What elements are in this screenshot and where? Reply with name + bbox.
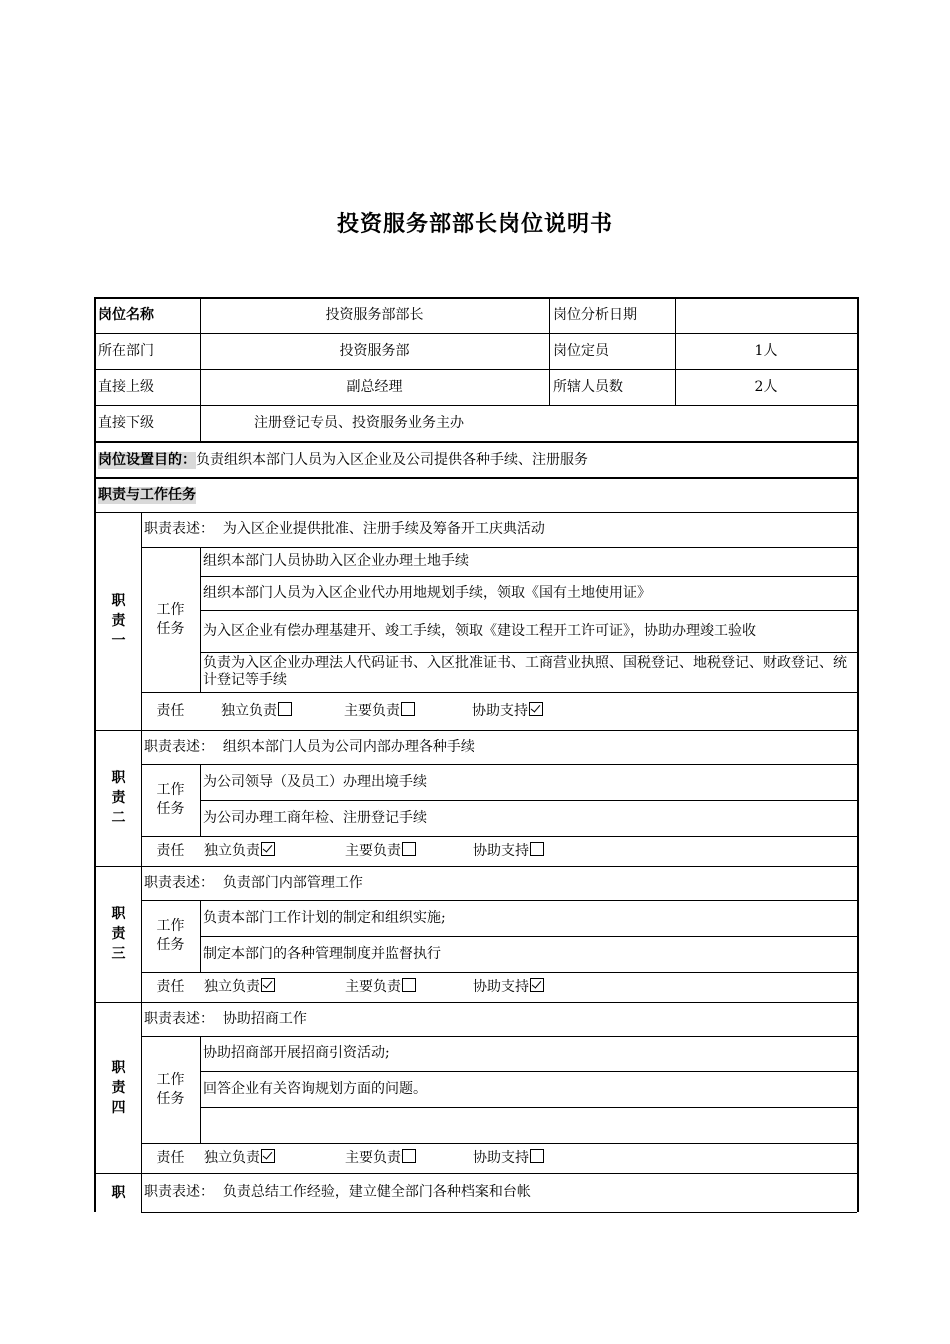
checkbox-assist[interactable]: [530, 842, 544, 856]
duty-2-side-char: 责: [111, 790, 126, 806]
option-assist-label: 协助支持: [473, 1150, 529, 1166]
duty-1-task-3: 为入区企业有偿办理基建开、竣工手续，领取《建设工程开工许可证》，协助办理竣工验收: [203, 622, 756, 639]
duty-5-side-char: 职: [111, 1185, 126, 1201]
duty-2-side-char: 职: [111, 770, 126, 786]
checkbox-independent[interactable]: [261, 978, 275, 992]
duty-1-task-1: 组织本部门人员协助入区企业办理土地手续: [203, 553, 469, 569]
purpose-text: 负责组织本部门人员为入区企业及公司提供各种手续、注册服务: [196, 451, 588, 468]
purpose-row: [96, 443, 857, 477]
duty-4-task-1: 协助招商部开展招商引资活动;: [203, 1045, 390, 1061]
task-label-line: 工作: [156, 782, 185, 798]
option-assist-label: 协助支持: [472, 703, 528, 719]
checkbox-main[interactable]: [402, 978, 416, 992]
duty-1-description: [141, 512, 857, 547]
option-main: [345, 978, 416, 996]
duty-4-task-3: [201, 1107, 855, 1143]
option-assist: [473, 842, 544, 860]
duty-4-resp-options: [201, 1143, 857, 1173]
option-main-label: 主要负责: [345, 979, 401, 995]
option-assist: [472, 702, 543, 720]
superior-value: 副总经理: [346, 378, 403, 395]
duty-1-task-4: 负责为入区企业办理法人代码证书、入区批准证书、工商营业执照、国税登记、地税登记、财政登记、统计登记等手续: [203, 655, 847, 688]
checkbox-assist[interactable]: [530, 978, 544, 992]
duty-5-side-label: [96, 1173, 141, 1212]
task-label-line: 工作: [156, 1071, 185, 1088]
checkbox-assist[interactable]: [530, 1149, 544, 1163]
subordinates-value: 注册登记专员、投资服务业务主办: [254, 414, 464, 431]
duty-4-task-label: [141, 1036, 200, 1143]
option-independent: [204, 842, 275, 860]
duty-1-side-char: 职: [111, 593, 126, 609]
checkbox-independent[interactable]: [261, 842, 275, 856]
subordinates-count-value: 2人: [754, 378, 778, 395]
duty-3-side-char: 三: [111, 946, 126, 962]
duties-heading-text: 职责与工作任务: [98, 487, 196, 503]
checkbox-main[interactable]: [402, 1149, 416, 1163]
analysis-date-label: 岗位分析日期: [553, 306, 637, 323]
option-independent: [204, 1149, 275, 1167]
duty-2-side-label: [96, 730, 141, 866]
duty-description-label: 职责表述：: [144, 521, 214, 537]
duty-2-side-char: 二: [111, 810, 126, 826]
purpose-label: 岗位设置目的：: [98, 451, 196, 468]
duty-4-side-label: [96, 1002, 141, 1173]
option-independent: [204, 978, 275, 996]
duty-description-text: 协助招商工作: [214, 1010, 307, 1027]
option-independent-label: 独立负责: [204, 1150, 260, 1166]
duty-4-side-char: 职: [111, 1059, 126, 1076]
duty-description-text: 负责部门内部管理工作: [214, 874, 363, 891]
subordinates-count-label: 所辖人员数: [553, 378, 623, 395]
duty-3-task-2: 制定本部门的各种管理制度并监督执行: [203, 945, 441, 962]
task-label-line: 任务: [156, 801, 185, 817]
page-title: 投资服务部部长岗位说明书: [336, 212, 613, 237]
checkbox-assist[interactable]: [529, 702, 543, 716]
option-main: [345, 1149, 416, 1167]
table-right-border: [857, 297, 859, 1212]
task-label-line: 工作: [156, 601, 185, 618]
duty-description-text: 组织本部门人员为公司内部办理各种手续: [214, 738, 475, 755]
duty-3-task-1: 负责本部门工作计划的制定和组织实施;: [203, 909, 446, 926]
checkbox-independent[interactable]: [278, 702, 292, 716]
position-name-value: 投资服务部部长: [325, 306, 424, 323]
position-name-label: 岗位名称: [98, 306, 154, 323]
duty-1-side-char: 责: [111, 613, 126, 629]
duty-1-task-2: 组织本部门人员为入区企业代办用地规划手续，领取《国有土地使用证》: [203, 584, 651, 601]
superior-label: 直接上级: [98, 378, 154, 395]
department-value: 投资服务部: [339, 342, 410, 359]
duty-1-resp-options: [201, 692, 857, 730]
duty-3-task-label: [141, 900, 200, 972]
duty-1-side-label: [96, 512, 141, 730]
duty-5-description: [141, 1173, 857, 1212]
duty-description-label: 职责表述：: [144, 1184, 214, 1200]
duty-3-description: [141, 866, 857, 900]
option-independent-label: 独立负责: [204, 979, 260, 995]
option-main-label: 主要负责: [345, 843, 401, 859]
option-main: [344, 702, 415, 720]
option-assist: [473, 978, 544, 996]
duty-4-description: [141, 1002, 857, 1036]
checkbox-main[interactable]: [402, 842, 416, 856]
headcount-value: 1人: [754, 342, 778, 359]
subordinates-label: 直接下级: [98, 414, 154, 431]
option-assist: [473, 1149, 544, 1167]
duty-description-text: 为入区企业提供批准、注册手续及筹备开工庆典活动: [214, 521, 545, 537]
duty-1-resp-label: 责任: [156, 702, 185, 719]
checkbox-independent[interactable]: [261, 1149, 275, 1163]
duty-description-text: 负责总结工作经验，建立健全部门各种档案和台帐: [214, 1184, 531, 1200]
option-assist-label: 协助支持: [473, 979, 529, 995]
duty-4-side-char: 责: [111, 1079, 126, 1096]
duty-2-resp-options: [201, 836, 857, 866]
option-main-label: 主要负责: [344, 703, 400, 719]
option-independent-label: 独立负责: [221, 703, 277, 719]
duty-description-label: 职责表述：: [144, 738, 214, 755]
headcount-label: 岗位定员: [553, 342, 609, 359]
option-independent: [221, 702, 292, 720]
table-bottom-edge: [141, 1212, 857, 1213]
duty-description-label: 职责表述：: [144, 874, 214, 891]
duty-1-task-label: [141, 547, 200, 692]
duty-2-description: [141, 730, 857, 764]
task-label-line: 工作: [156, 918, 185, 934]
duty-4-side-char: 四: [111, 1099, 126, 1116]
duty-3-resp-label: 责任: [156, 978, 185, 995]
analysis-date-value: [675, 297, 857, 333]
task-label-line: 任务: [156, 937, 185, 953]
duty-4-task-2: 回答企业有关咨询规划方面的问题。: [203, 1080, 427, 1097]
option-main: [345, 842, 416, 860]
duty-1-side-char: 一: [111, 633, 126, 649]
option-assist-label: 协助支持: [473, 843, 529, 859]
task-label-line: 任务: [156, 620, 185, 637]
department-label: 所在部门: [98, 342, 154, 359]
task-label-line: 任务: [156, 1090, 185, 1107]
option-main-label: 主要负责: [345, 1150, 401, 1166]
duty-2-task-2: 为公司办理工商年检、注册登记手续: [203, 809, 427, 826]
duty-description-label: 职责表述：: [144, 1010, 214, 1027]
duty-4-resp-label: 责任: [156, 1149, 185, 1166]
duty-2-task-1: 为公司领导（及员工）办理出境手续: [203, 773, 427, 790]
duty-3-side-char: 职: [111, 906, 126, 922]
duty-3-resp-options: [201, 972, 857, 1002]
checkbox-main[interactable]: [401, 702, 415, 716]
duty-3-side-label: [96, 866, 141, 1002]
duty-3-side-char: 责: [111, 926, 126, 942]
duties-heading: [96, 479, 857, 512]
duty-2-resp-label: 责任: [156, 842, 185, 859]
duty-2-task-label: [141, 764, 200, 836]
option-independent-label: 独立负责: [204, 843, 260, 859]
